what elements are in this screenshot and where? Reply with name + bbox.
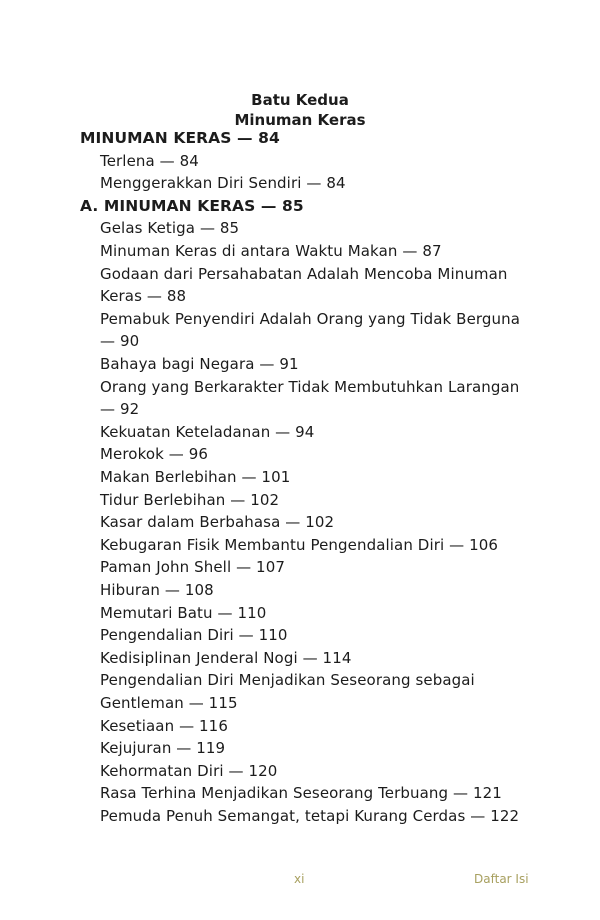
toc-entry: Tidur Berlebihan — 102 xyxy=(100,490,280,509)
section-label: Daftar Isi xyxy=(474,872,529,886)
toc-entry: Gentleman — 115 xyxy=(100,694,238,712)
toc-entry: — 92 xyxy=(100,400,140,419)
toc-entry: Orang yang Berkarakter Tidak Membutuhkan Larangan xyxy=(100,377,520,396)
title-line-1: Batu Kedua xyxy=(251,91,349,109)
toc-entry: Pengendalian Diri — 110 xyxy=(100,626,288,645)
toc-entry: Paman John Shell — 107 xyxy=(100,558,285,577)
toc-entry: — 90 xyxy=(100,332,140,351)
toc-entry: Gelas Ketiga — 85 xyxy=(100,219,240,238)
toc-entry: Merokok — 96 xyxy=(100,445,209,464)
toc-entry: Kasar dalam Berbahasa — 102 xyxy=(100,513,335,532)
page-number: xi xyxy=(294,872,305,886)
title-line-2: Minuman Keras xyxy=(234,111,366,129)
toc-heading: A. MINUMAN KERAS — 85 xyxy=(80,196,304,215)
toc-entry: Pengendalian Diri Menjadikan Seseorang sebagai xyxy=(100,671,475,690)
toc-entry: Kekuatan Keteladanan — 94 xyxy=(100,422,315,441)
toc-entry: Kesetiaan — 116 xyxy=(100,716,228,735)
toc-entry: Keras — 88 xyxy=(100,287,187,306)
toc-entry: Menggerakkan Diri Sendiri — 84 xyxy=(100,174,346,193)
toc-entry: Pemabuk Penyendiri Adalah Orang yang Tidak Berguna xyxy=(100,309,521,328)
toc-entry: Rasa Terhina Menjadikan Seseorang Terbuang — 121 xyxy=(100,784,502,803)
toc-entry: Terlena — 84 xyxy=(100,151,199,170)
toc-entry: Memutari Batu — 110 xyxy=(100,603,267,622)
toc-entry: Pemuda Penuh Semangat, tetapi Kurang Cerdas — 122 xyxy=(100,807,520,825)
toc-entry: Godaan dari Persahabatan Adalah Mencoba Minuman xyxy=(100,264,508,283)
toc-heading: MINUMAN KERAS — 84 xyxy=(80,129,280,147)
toc-entry: Kebugaran Fisik Membantu Pengendalian Diri — 106 xyxy=(100,535,499,554)
page-title xyxy=(0,90,600,130)
toc-entry: Makan Berlebihan — 101 xyxy=(100,468,291,486)
toc-entry: Hiburan — 108 xyxy=(100,581,214,599)
toc-entry: Minuman Keras di antara Waktu Makan — 87 xyxy=(100,242,442,260)
toc-entry: Bahaya bagi Negara — 91 xyxy=(100,355,299,373)
toc-entry: Kedisiplinan Jenderal Nogi — 114 xyxy=(100,648,352,667)
toc-entry: Kejujuran — 119 xyxy=(100,739,226,758)
toc-entry: Kehormatan Diri — 120 xyxy=(100,761,278,780)
